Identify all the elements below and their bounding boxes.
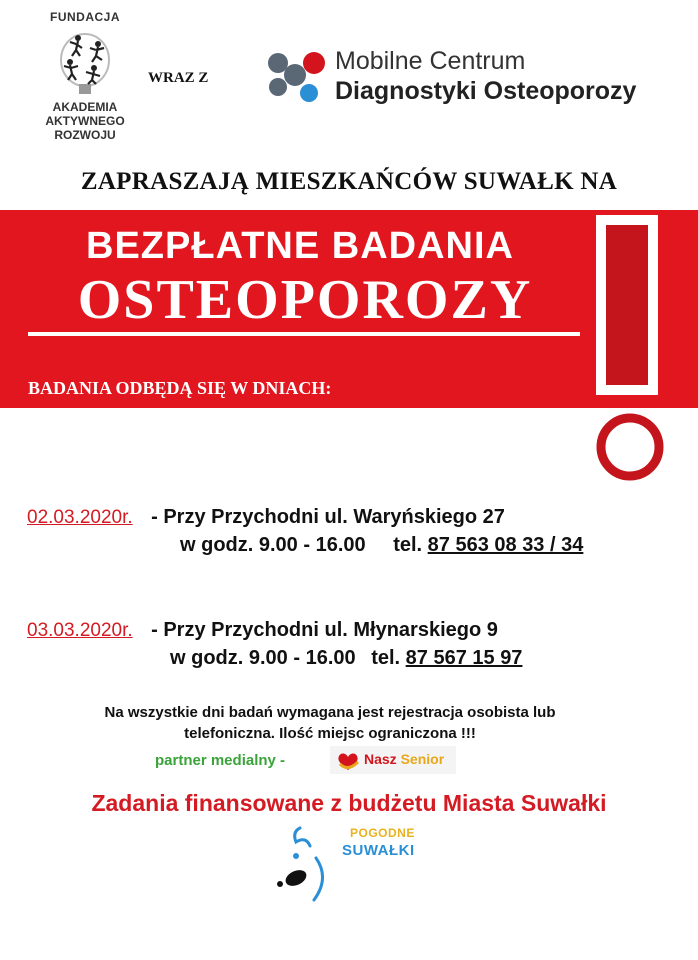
foundation-figures-icon — [48, 26, 122, 100]
mobile-centre-line2: Diagnostyki Osteoporozy — [335, 77, 637, 105]
exclamation-bar-fill — [606, 225, 648, 385]
nasz-senior-text: Nasz Senior — [364, 751, 445, 767]
schedule-hours: w godz. 9.00 - 16.00 — [170, 647, 356, 669]
media-partner-label: partner medialny - — [155, 752, 286, 769]
schedule-place: - Przy Przychodni ul. Młynarskiego 9 — [151, 619, 498, 641]
pogodne-suwalki-line2: SUWAŁKI — [342, 842, 415, 859]
schedule-place: - Przy Przychodni ul. Waryńskiego 27 — [151, 506, 505, 528]
schedule-hours-line-1 — [180, 534, 583, 557]
schedule-tel-label: tel. — [371, 647, 401, 669]
foundation-logo — [30, 10, 140, 150]
schedule-hours-line-2 — [170, 647, 522, 670]
with-label: WRAZ Z — [148, 70, 209, 86]
schedule-entry-2 — [27, 619, 498, 642]
pogodne-suwalki-figure-icon — [270, 822, 340, 908]
banner-title-line2: OSTEOPOROZY — [77, 269, 533, 331]
invitation-heading: ZAPRASZAJĄ MIESZKAŃCÓW SUWAŁK NA — [80, 168, 618, 195]
banner-underline — [28, 332, 580, 336]
schedule-date: 03.03.2020r. — [27, 620, 133, 641]
pogodne-suwalki-line1: POGODNE — [350, 826, 415, 840]
mobile-centre-dots-icon — [265, 49, 327, 105]
schedule-hours: w godz. 9.00 - 16.00 — [180, 534, 366, 556]
banner-subtitle: BADANIA ODBĘDĄ SIĘ W DNIACH: — [28, 378, 332, 398]
schedule-tel: 87 567 15 97 — [405, 647, 523, 669]
heart-icon — [336, 750, 360, 772]
pogodne-suwalki-logo — [270, 822, 420, 908]
schedule-date: 02.03.2020r. — [27, 507, 133, 528]
schedule-tel: 87 563 08 33 / 34 — [427, 534, 584, 556]
foundation-name-top: FUNDACJA — [50, 10, 120, 24]
funding-statement: Zadania finansowane z budżetu Miasta Suwałki — [91, 790, 607, 816]
foundation-name-bottom: AKADEMIA AKTYWNEGO ROZWOJU — [45, 100, 125, 142]
schedule-tel-label: tel. — [393, 534, 423, 556]
banner-title-line1: BEZPŁATNE BADANIA — [86, 225, 514, 267]
mobile-centre-logo — [265, 45, 685, 115]
exclamation-dot-icon — [596, 413, 664, 481]
registration-note: Na wszystkie dni badań wymagana jest rejestracja osobista lub telefoniczna. Ilość miejsc ograniczona !!! — [104, 704, 556, 742]
schedule-entry-1 — [27, 506, 505, 529]
nasz-senior-logo — [330, 746, 456, 774]
mobile-centre-line1: Mobilne Centrum — [335, 47, 526, 75]
